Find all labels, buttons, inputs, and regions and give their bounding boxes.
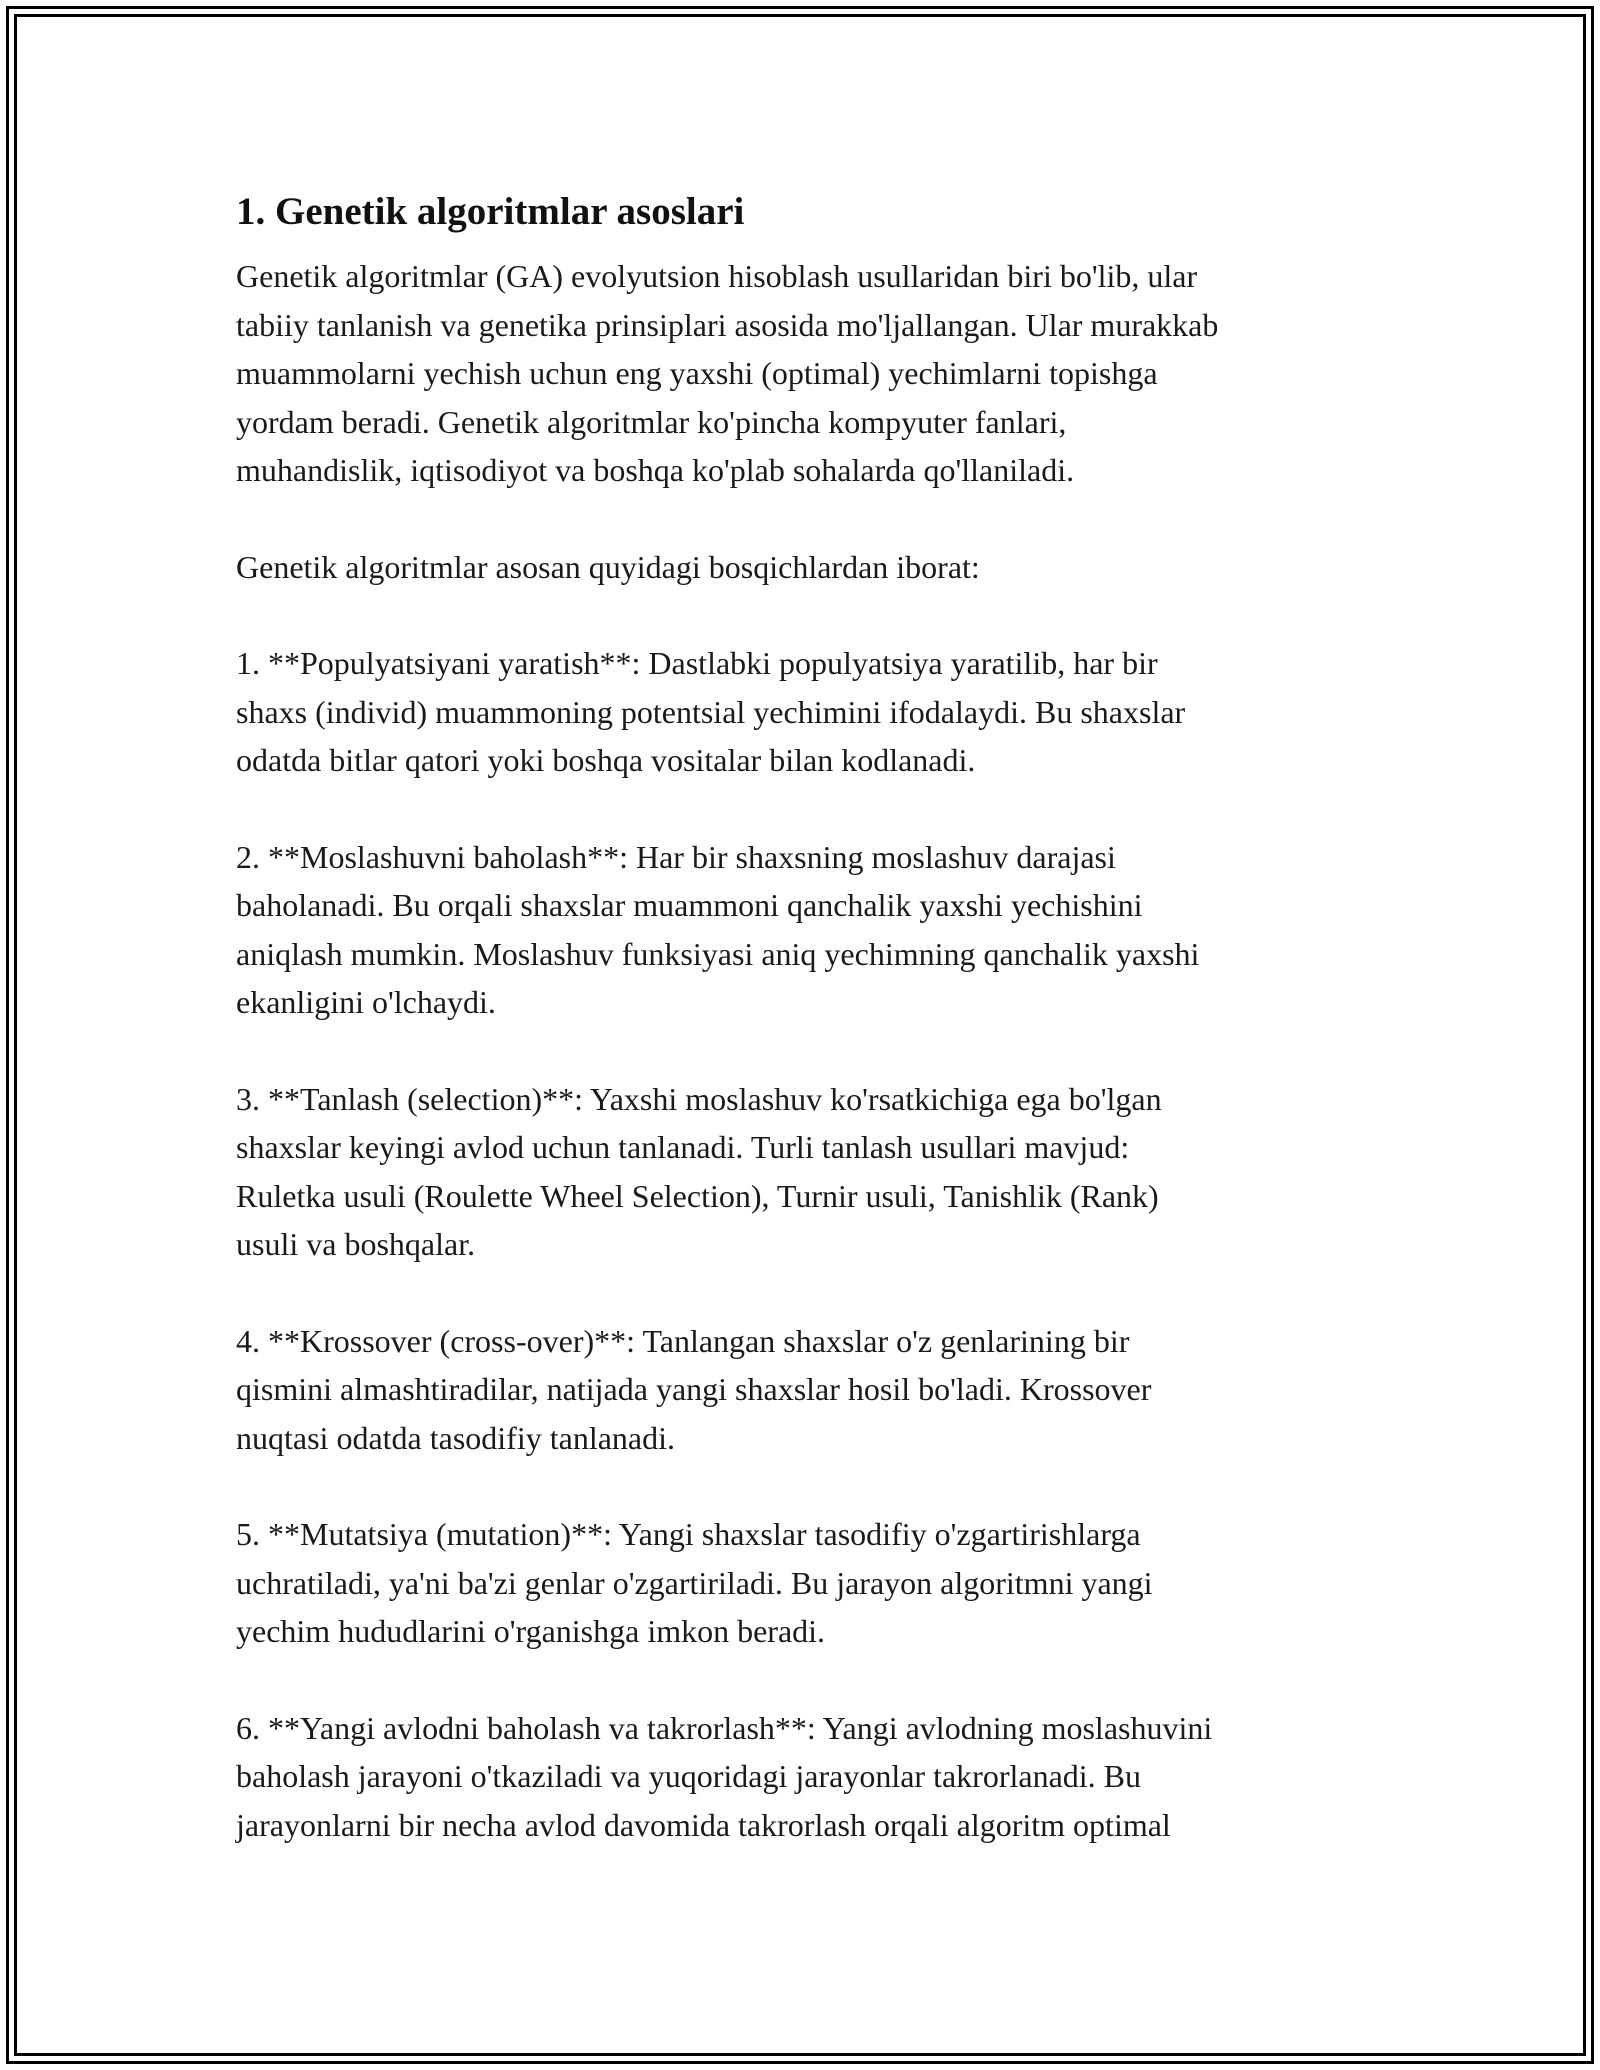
step-paragraph-4: 4. **Krossover (cross-over)**: Tanlangan shaxslar o'z genlarining bir qismini almashtiradilar, natijada yangi shaxslar hosil bo'ladi. Krossover nuqtasi odatda tasodifiy tanlanadi. bbox=[236, 1322, 1152, 1456]
document-body bbox=[236, 182, 1376, 1849]
steps-lead-paragraph: Genetik algoritmlar asosan quyidagi bosqichlardan iborat: bbox=[236, 548, 980, 585]
step-paragraph-1: 1. **Populyatsiyani yaratish**: Dastlabki populyatsiya yaratilib, har bir shaxs (individ) muammoning potentsial yechimini ifodalaydi. Bu shaxslar odatda bitlar qatori yoki boshqa vositalar bilan kodlanadi. bbox=[236, 645, 1186, 778]
step-paragraph-3: 3. **Tanlash (selection)**: Yaxshi moslashuv ko'rsatkichiga ega bo'lgan shaxslar keyingi avlod uchun tanlanadi. Turli tanlash usullari mavjud: Ruletka usuli (Roulette Wheel Selection), Turnir usuli, Tanishlik (Rank) usuli va boshqalar. bbox=[236, 1080, 1162, 1262]
step-paragraph-5: 5. **Mutatsiya (mutation)**: Yangi shaxslar tasodifiy o'zgartirishlarga uchratiladi, ya'ni ba'zi genlar o'zgartiriladi. Bu jarayon algoritmni yangi yechim hududlarini o'rganishga imkon beradi. bbox=[236, 1516, 1153, 1649]
intro-paragraph: Genetik algoritmlar (GA) evolyutsion hisoblash usullaridan biri bo'lib, ular tabiiy tanlanish va genetika prinsiplari asosida mo'ljallangan. Ular murakkab muammolarni yechish uchun eng yaxshi (optimal) yechimlarni topishga yordam beradi. Genetik algoritmlar ko'pincha kompyuter fanlari, muhandislik, iqtisodiyot va boshqa ko'plab sohalarda qo'llaniladi. bbox=[236, 258, 1219, 488]
step-paragraph-6: 6. **Yangi avlodni baholash va takrorlash**: Yangi avlodning moslashuvini baholash jarayoni o'tkaziladi va yuqoridagi jarayonlar takrorlanadi. Bu jarayonlarni bir necha avlod davomida takrorlash orqali algoritm optimal bbox=[236, 1709, 1213, 1843]
step-paragraph-2: 2. **Moslashuvni baholash**: Har bir shaxsning moslashuv darajasi baholanadi. Bu orqali shaxslar muammoni qanchalik yaxshi yechishini aniqlash mumkin. Moslashuv funksiyasi aniq yechimning qanchalik yaxshi ekanligini o'lchaydi. bbox=[236, 838, 1200, 1020]
section-heading: 1. Genetik algoritmlar asoslari bbox=[236, 190, 745, 233]
